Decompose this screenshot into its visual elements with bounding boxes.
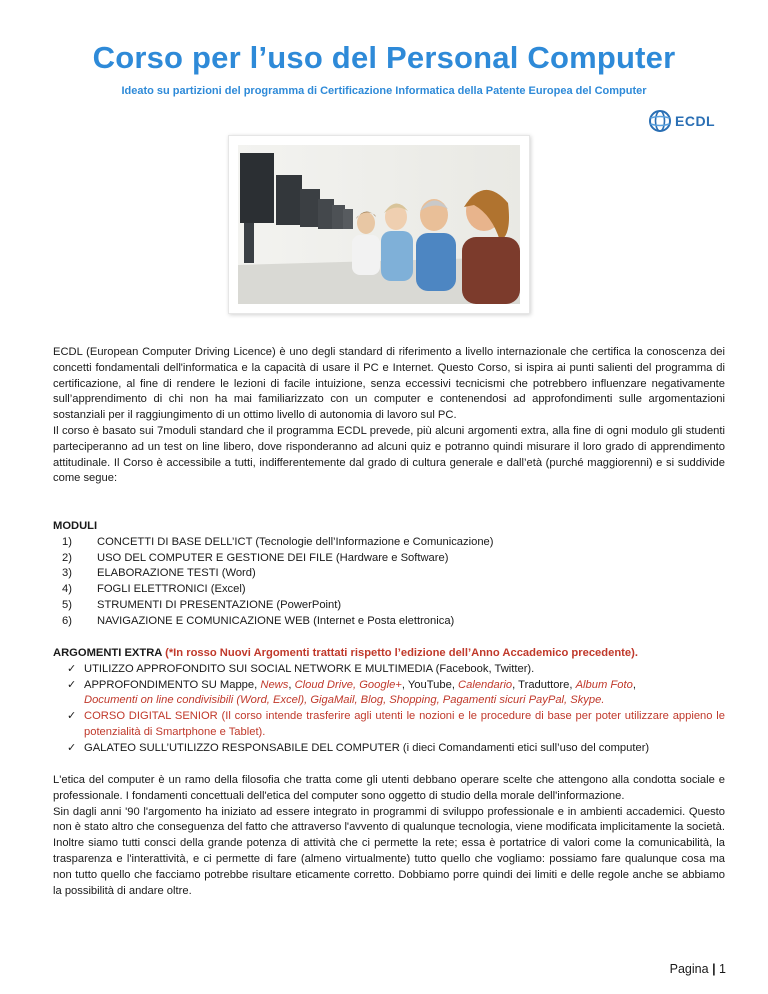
- page-number: 1: [719, 962, 726, 976]
- ecdl-globe-icon: [648, 109, 672, 133]
- module-number: 4): [62, 583, 72, 596]
- text-run: , Traduttore,: [512, 678, 576, 691]
- module-text: FOGLI ELETTRONICI (Excel): [97, 583, 246, 596]
- module-item: [53, 566, 725, 582]
- extra-list: [53, 662, 725, 757]
- module-text: ELABORAZIONE TESTI (Word): [97, 567, 256, 580]
- module-number: 3): [62, 567, 72, 580]
- document-subtitle: Ideato su partizioni del programma di Certificazione Informatica della Patente Europea del Computer: [121, 85, 647, 97]
- extra-item-text: [84, 678, 725, 710]
- checkmark-icon: ✓: [67, 710, 77, 723]
- page-label: Pagina: [669, 962, 709, 976]
- module-text: CONCETTI DI BASE DELL’ICT (Tecnologie dell’Informazione e Comunicazione): [97, 535, 494, 548]
- module-text: NAVIGAZIONE E COMUNICAZIONE WEB (Internet e Posta elettronica): [97, 614, 455, 627]
- module-number: 1): [62, 535, 72, 548]
- checkmark-icon: ✓: [67, 678, 77, 691]
- module-text: USO DEL COMPUTER E GESTIONE DEI FILE (Hardware e Software): [97, 551, 449, 564]
- text-run-new: Documenti on line condivisibili (Word, Excel), GigaMail, Blog, Shopping, Pagamenti sicuri PayPal, Skype.: [84, 694, 605, 707]
- classroom-photo-illustration: [238, 145, 520, 304]
- text-run: APPROFONDIMENTO SU Mappe,: [84, 678, 261, 691]
- text-run-new: Album Foto: [575, 678, 633, 691]
- intro-paragraph-2: Il corso è basato sui 7moduli standard che il programma ECDL prevede, più alcuni argomenti extra, alla fine di ogni modulo gli studenti parteciperanno ad un test on line libero, dove risponderanno ad alcuni quiz e potranno quindi misurare il loro grado di apprendimento attitudinale. Il Corso è accessibile a tutti, indifferentemente dal grado di cultura generale e dall’età (purché maggiorenni) e si suddivide come segue:: [53, 424, 725, 485]
- extra-heading-label: ARGOMENTI EXTRA: [53, 647, 162, 659]
- extra-heading-note: (*In rosso Nuovi Argomenti trattati rispetto l’edizione dell’Anno Accademico precedente).: [165, 647, 638, 659]
- extra-item-social: [53, 662, 725, 678]
- checkmark-icon: ✓: [67, 741, 77, 754]
- text-run: ,: [288, 678, 295, 691]
- checkmark-icon: ✓: [67, 662, 77, 675]
- module-number: 5): [62, 598, 72, 611]
- intro-paragraph-1: ECDL (European Computer Driving Licence) è uno degli standard di riferimento a livello internazionale che certifica la conoscenza dei concetti fondamentali dell'informatica e la capacità di usare il PC e Internet. Questo Corso, si ispira ai punti salienti del programma di certificazione, al fine di rendere le lezioni di facile intuizione, senza eccessivi tecnicismi che potrebbero influenzare negativamente sull’apprendimento di chi non ha mai familiarizzato con un computer e contenendosi ad approfondimenti sulle argomentazioni sostanziali per il raggiungimento di un ottimo livello di autonomia di lavoro sul PC.: [53, 346, 725, 422]
- text-run: , YouTube,: [401, 678, 459, 691]
- intro-section: [53, 345, 725, 487]
- ecdl-logo-text: ECDL: [675, 113, 716, 129]
- extra-item-etiquette: [53, 741, 725, 757]
- page-separator: |: [712, 962, 716, 976]
- extra-item-text: GALATEO SULL’UTILIZZO RESPONSABILE DEL COMPUTER (i dieci Comandamenti etici sull’uso del computer): [84, 741, 650, 754]
- module-text: STRUMENTI DI PRESENTAZIONE (PowerPoint): [97, 598, 342, 611]
- page-footer: [650, 962, 726, 976]
- text-run-new: Cloud Drive, Google+: [294, 678, 402, 691]
- extra-topics-section: [53, 646, 725, 757]
- text-run-new: Calendario: [458, 678, 513, 691]
- document-title: Corso per l’uso del Personal Computer: [92, 40, 676, 75]
- extra-item-text: CORSO DIGITAL SENIOR (Il corso intende trasferire agli utenti le nozioni e le procedure di base per poter utilizzare appieno le potenzialità di Smartphone e Tablet).: [84, 710, 725, 738]
- module-number: 6): [62, 614, 72, 627]
- text-run-new: News: [260, 678, 289, 691]
- module-item: [53, 598, 725, 614]
- ethics-paragraph-2: Sin dagli anni '90 l'argomento ha iniziato ad essere integrato in programmi di sviluppo professionale e in ambienti accademici. Questo non è stato altro che conseguenza del fatto che attraverso l'avvento di qualunque tecnologia, viene modificata implicitamente la società. Inoltre siamo tutti consci della grande potenza di attività che ci permette la rete; essa è portatrice di valori come la comunicabilità, la trasparenza e l'interattività, e ci permette di fare (almeno virtualmente) tutto quello che vogliamo: possiamo fare qualunque cosa ma non tutto quello che facciamo potrebbe risultare eticamente corretto. Dobbiamo porre quindi dei limiti e delle regole anche se abbiamo la possibilità di andare oltre.: [53, 805, 725, 897]
- ethics-section: [53, 773, 725, 899]
- modules-heading: MODULI: [53, 520, 98, 532]
- extra-item-text: UTILIZZO APPROFONDITO SUI SOCIAL NETWORK E MULTIMEDIA (Facebook, Twitter).: [84, 662, 535, 675]
- module-item: [53, 582, 725, 598]
- course-photo: [228, 135, 530, 314]
- modules-section: [53, 519, 725, 630]
- extra-item-digital-senior: [53, 709, 725, 741]
- module-number: 2): [62, 551, 72, 564]
- ethics-paragraph-1: L'etica del computer è un ramo della filosofia che tratta come gli utenti debbano operare scelte che attengono alla condotta sociale e professionale. I fondamenti concettuali dell'etica del computer sono oggetto di studio della morale dell'informazione.: [53, 774, 725, 802]
- module-item: [53, 551, 725, 567]
- extra-item-deep-dive: [53, 678, 725, 710]
- module-item: [53, 614, 725, 630]
- text-run: ,: [632, 678, 636, 691]
- module-item: [53, 535, 725, 551]
- extra-heading: [53, 646, 725, 662]
- modules-list: [53, 535, 725, 630]
- ecdl-logo: [648, 108, 724, 134]
